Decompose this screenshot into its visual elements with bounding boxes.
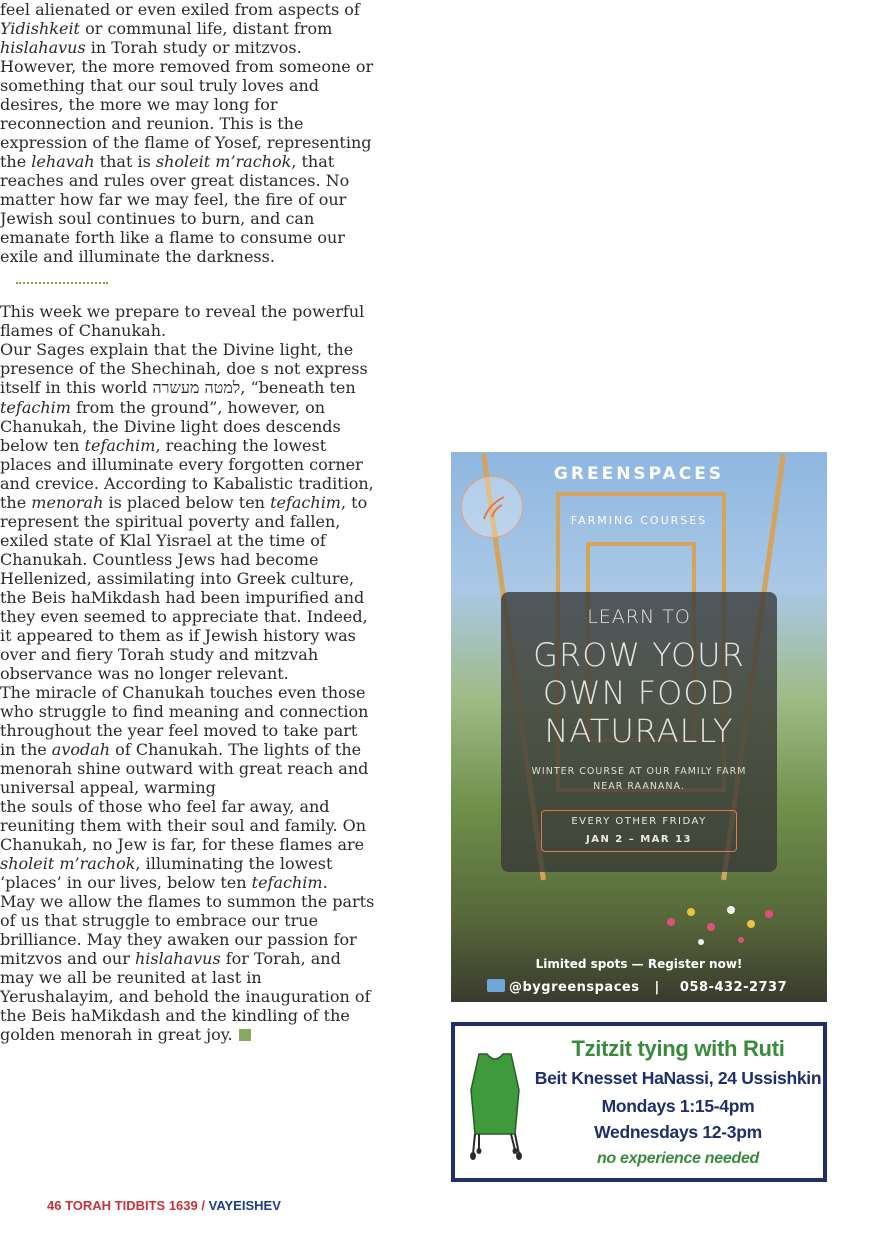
tzitzit-location: Beit Knesset HaNassi, 24 Ussishkin — [534, 1068, 822, 1088]
flowers-decoration — [651, 892, 781, 952]
paragraph: The miracle of Chanukah touches even those who struggle to find meaning and connection throughout the year feel moved to take part in the avodah of Chanukah. The lights of the menorah shine outward with great reach and universal appeal, warming — [0, 683, 369, 797]
course-line: WINTER COURSE AT OUR FAMILY FARM — [531, 766, 747, 777]
tzitzit-note: no experience needed — [596, 1150, 760, 1167]
tzitzit-schedule-wed: Wednesdays 12-3pm — [594, 1122, 762, 1142]
section-divider — [16, 272, 108, 284]
paragraph: Our Sages explain that the Divine light, the presence of the Shechinah, doe s not express itself in this world למטה מעשרה, “beneath ten tefachim from the ground”, however, on Chanukah, the Divine light does descends below ten tefachim, reaching the lowest places and illuminate every forgotten corner and crevice. According to Kabalistic tradition, the menorah is placed below ten tefachim, to represent the spiritual poverty and fallen, exiled state of Klal Yisrael at the time of Chanukah. Countless Jews had become Hellenized, assimilating into Greek culture, the Beis haMikdash had been impurified and they even seemed to appreciate that. Indeed, it appeared to them as if Jewish history was over and fiery Torah study and mitzvah observance was no longer relevant. — [0, 340, 374, 683]
greenspaces-ad[interactable] — [451, 452, 827, 1002]
tzitzit-title: Tzitzit tying with Ruti — [571, 1036, 785, 1061]
paragraph: feel alienated or even exiled from aspects of Yidishkeit or communal life, distant from hislahavus in Torah study or mitzvos. However, the more removed from someone or something that our soul truly loves and desires, the more we may long for reconnection and reunion. This is the expression of the flame of Yosef, representing the lehavah that is sholeit m’rachok, that reaches and rules over great distances. No matter how far we may feel, the fire of our Jewish soul continues to burn, and can emanate forth like a flame to consume our exile and illuminate the darkness. — [0, 0, 374, 266]
dates-line: EVERY OTHER FRIDAY — [571, 816, 707, 827]
footer-page-info: 46 TORAH TIDBITS 1639 / — [47, 1198, 205, 1213]
tzitzit-schedule-mon: Mondays 1:15-4pm — [601, 1096, 755, 1116]
ad-learn: LEARN TO — [587, 606, 691, 628]
ad-panel — [501, 592, 777, 872]
ad-subtitle: FARMING COURSES — [570, 514, 708, 527]
tzitzit-notice — [451, 1022, 827, 1182]
ad-dates-box — [541, 810, 737, 852]
end-mark-icon — [239, 1029, 251, 1041]
page-footer — [47, 1198, 281, 1213]
paragraph: the souls of those who feel far away, and reuniting them with their soul and family. On Chanukah, no Jew is far, for these flames are sholeit m’rachok, illuminating the lowest ‘places’ in our lives, below ten tefachim. — [0, 797, 367, 892]
headline-line: NATURALLY — [544, 712, 734, 750]
ad-course-info — [501, 764, 777, 794]
dates-line: JAN 2 – MAR 13 — [585, 834, 693, 845]
right-column — [0, 797, 376, 1044]
left-column — [0, 0, 376, 797]
paragraph: May we allow the flames to summon the parts of us that struggle to embrace our true brilliance. May they awaken our passion for mitzvos and our hislahavus for Torah, and may we all be reunited at last in Yerushalayim, and behold the inauguration of the Beis haMikdash and the kindling of the golden menorah in great joy. — [0, 892, 375, 1044]
ad-headline — [501, 636, 777, 750]
course-line: NEAR RAANANA. — [593, 781, 685, 792]
paragraph: This week we prepare to reveal the powerful flames of Chanukah. — [0, 302, 365, 340]
ad-limited-spots: Limited spots — Register now! — [535, 957, 743, 971]
ad-separator: | — [654, 980, 660, 995]
footer-parsha: VAYEISHEV — [208, 1198, 281, 1213]
headline-line: OWN FOOD — [542, 674, 736, 712]
greenspaces-logo-icon — [461, 476, 523, 538]
mail-icon — [487, 979, 505, 992]
tzitzit-garment-icon — [465, 1050, 525, 1160]
ad-handle[interactable]: @bygreenspaces — [509, 980, 640, 995]
hebrew-text: למטה מעשרה — [152, 378, 241, 397]
ad-contact[interactable] — [487, 979, 827, 995]
ad-phone[interactable]: 058-432-2737 — [679, 980, 788, 995]
ad-brand: GREENSPACES — [553, 464, 725, 484]
headline-line: GROW YOUR — [533, 636, 745, 674]
